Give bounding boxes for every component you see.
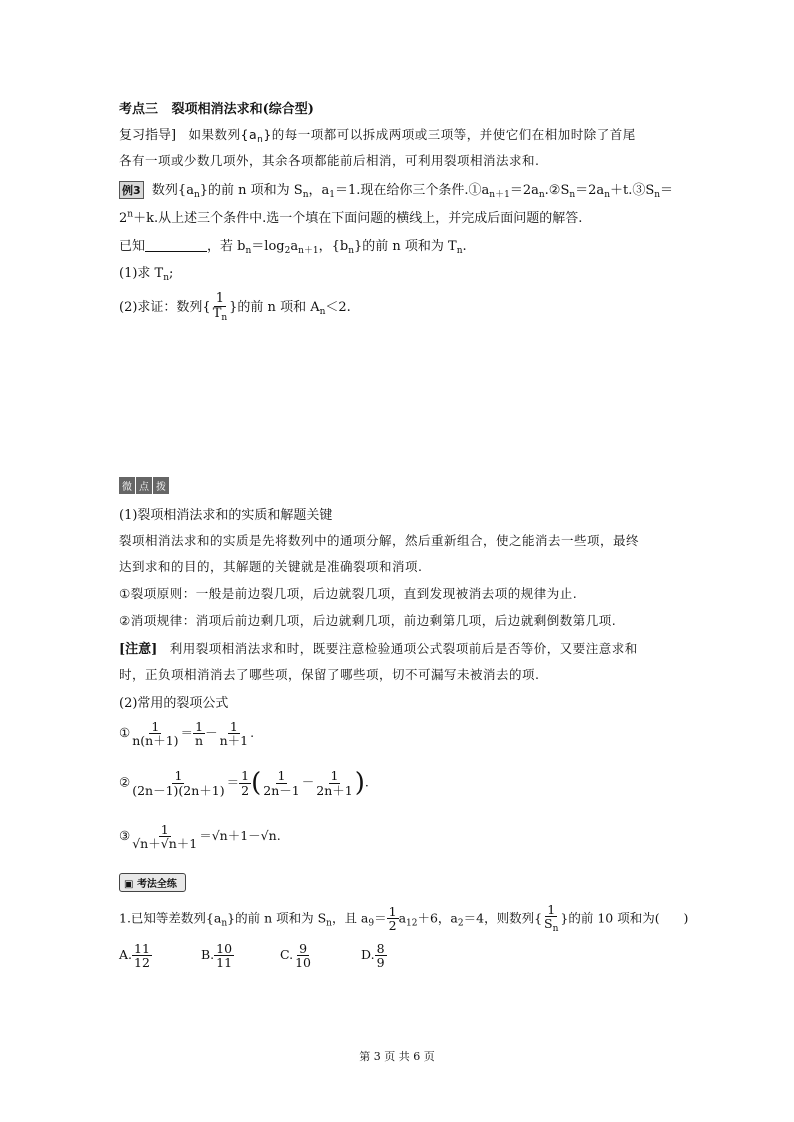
review-text-1: 如果数列$\{a_n\}$的每一项都可以拆成两项或三项等，并使它们在相加时除了首尾 [188,127,636,145]
tips-p1-line2: 达到求和的目的，其解题的关键就是准确裂项和消项. [119,559,423,574]
tips-p2-title: (2)常用的裂项公式 [119,696,229,711]
section-heading [119,98,314,117]
formula-3: ③ $\frac{1}{√n+√n+1}$ ＝√n＋1－√n. [119,822,281,852]
example-badge: 例3 [119,181,144,199]
tips-p1-line1: 裂项相消法求和的实质是先将数列中的通项分解，然后重新组合，使之能消去一些项，最终 [119,533,640,548]
example-line2: $2^n+k$.从上述三个条件中.选一个填在下面问题的横线上，并完成后面问题的解答. [119,209,583,226]
formula-2: ② $\frac{1}{(2n-1)(2n+1)}$ ＝ $\frac{1}{2}$ ( $\frac{1}{2n-1}$ － $\frac{1}{2n+1}$ ). [119,768,369,798]
review-guide-line1 [119,124,636,145]
practice-icon: ▣ [124,879,134,890]
review-bracket: ] [171,128,177,143]
example-line3: 已知 ，若 $b_n=\log_2a_{n+1}$，$\{b_n\}$的前 n 项和为 $T_n$. [119,239,467,256]
review-guide-line2: 各有一项或少数几项外，其余各项都能前后相消，可利用裂项相消法求和. [119,153,540,168]
tips-rule-2: ②消项规律：消项后前边剩几项，后边就剩几项，前边剩第几项，后边就剩倒数第几项. [119,613,617,628]
practice-question-1: 1.已知等差数列$\{a_n\}$的前 n 项和为 $S_n$，且 $a_9=$ $\frac{1}{2}$ $a_{12}+6$，$a_2=4$，则数列{ $\frac{1}{S_n}$ }的前 10 项和为( ) [119,902,689,935]
example-line1: 例3 数列$\{a_n\}$的前 n 项和为 $S_n$，$a_1=1$.现在给你三个条件$.①a_{n+1}=2a_n.②S_n=2a_n+t.③S_n=$ [119,179,673,200]
fraction-1-over-Tn: $\frac{1}{T_n}$ [212,291,228,323]
practice-tag: ▣ 考法全练 [119,873,186,892]
review-label: 复习指导 [119,128,172,143]
option-d[interactable]: D. $\frac{8}{9}$ [361,941,385,971]
answer-blank[interactable] [145,239,207,252]
section-title: 裂项相消法求和(综合型) [171,102,314,117]
option-a[interactable]: A. $\frac{11}{12}$ [119,941,150,971]
option-b[interactable]: B. $\frac{10}{11}$ [201,941,233,971]
option-c[interactable]: C. $\frac{9}{10}$ [280,941,311,971]
question-1: (1)求 $T_n$; [119,266,174,283]
tips-rule-1: ①裂项原则：一般是前边裂几项，后边就裂几项，直到发现被消去项的规律为止. [119,586,578,601]
formula-1: ① $\frac{1}{n(n+1)}$ ＝ $\frac{1}{n}$ － $\frac{1}{n+1}$ . [119,719,255,749]
tips-note-line2: 时，正负项相消消去了哪些项，保留了哪些项，切不可漏写未被消去的项. [119,667,540,682]
question-2: (2)求证：数列{ $\frac{1}{T_n}$ }的前 n 项和 $A_n<2$. [119,291,351,323]
tips-tag: 微 点 拨 [119,477,170,494]
tips-note-line1: [注意] 利用裂项相消法求和时，既要注意检验通项公式裂项前后是否等价，又要注意求和 [119,641,638,657]
note-label: [注意] [119,642,158,657]
kaodian-label: 考点三 [119,102,159,117]
page-footer: 第 3 页 共 6 页 [359,1050,435,1063]
tips-p1-title: (1)裂项相消法求和的实质和解题关键 [119,508,333,523]
